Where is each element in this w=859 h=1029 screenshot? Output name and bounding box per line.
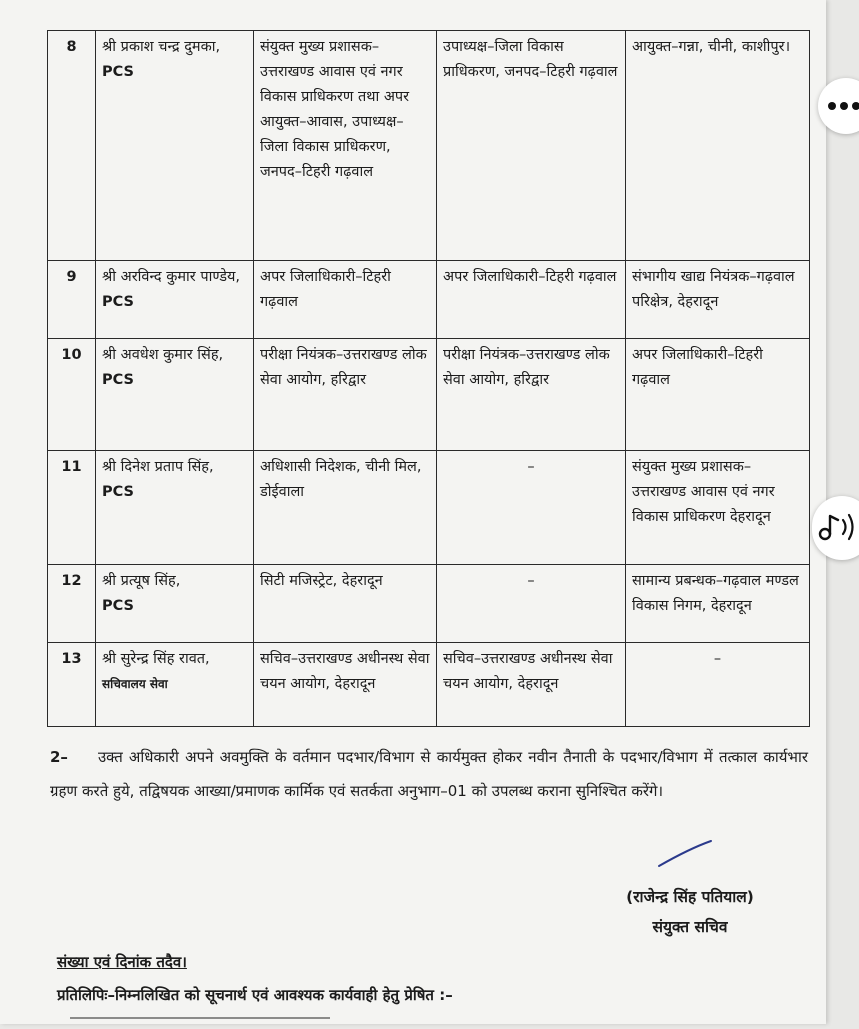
serial-number-cell: 13 bbox=[48, 643, 96, 727]
table-row bbox=[48, 31, 810, 261]
serial-number-cell: 9 bbox=[48, 261, 96, 339]
officer-name-cell bbox=[96, 565, 254, 643]
officer-name: श्री प्रकाश चन्द्र दुमका, bbox=[102, 39, 221, 55]
cut-off-text-line bbox=[70, 1017, 330, 1029]
officer-service: PCS bbox=[102, 372, 134, 388]
new-posting-cell: अपर जिलाधिकारी–टिहरी गढ़वाल bbox=[626, 339, 810, 451]
officer-name-cell bbox=[96, 643, 254, 727]
officer-name-cell bbox=[96, 451, 254, 565]
new-posting-cell: संयुक्त मुख्य प्रशासक–उत्तराखण्ड आवास एवं नगर विकास प्राधिकरण देहरादून bbox=[626, 451, 810, 565]
reference-line: संख्या एवं दिनांक तदैव। bbox=[57, 953, 187, 971]
current-post-cell: सिटी मजिस्ट्रेट, देहरादून bbox=[254, 565, 437, 643]
signatory-name: (राजेन्द्र सिंह पतियाल) bbox=[626, 888, 754, 906]
officer-name: श्री प्रत्यूष सिंह, bbox=[102, 573, 181, 589]
table-row bbox=[48, 339, 810, 451]
table-row bbox=[48, 565, 810, 643]
officer-name-cell bbox=[96, 339, 254, 451]
transfer-table bbox=[47, 30, 810, 727]
relieved-post-cell: – bbox=[437, 451, 626, 565]
serial-number-cell: 8 bbox=[48, 31, 96, 261]
music-note-sound-icon bbox=[812, 496, 859, 560]
relieved-post-cell: सचिव–उत्तराखण्ड अधीनस्थ सेवा चयन आयोग, देहरादून bbox=[437, 643, 626, 727]
current-post-cell: परीक्षा नियंत्रक–उत्तराखण्ड लोक सेवा आयोग, हरिद्वार bbox=[254, 339, 437, 451]
officer-service: सचिवालय सेवा bbox=[102, 677, 168, 691]
serial-number-cell: 11 bbox=[48, 451, 96, 565]
table-row bbox=[48, 643, 810, 727]
more-horizontal-icon bbox=[828, 102, 859, 110]
signature-mark bbox=[655, 838, 715, 870]
current-post-cell: अपर जिलाधिकारी–टिहरी गढ़वाल bbox=[254, 261, 437, 339]
relieved-post-cell: अपर जिलाधिकारी–टिहरी गढ़वाल bbox=[437, 261, 626, 339]
officer-name: श्री अवधेश कुमार सिंह, bbox=[102, 347, 224, 363]
relieved-post-cell: परीक्षा नियंत्रक–उत्तराखण्ड लोक सेवा आयोग, हरिद्वार bbox=[437, 339, 626, 451]
audio-button[interactable] bbox=[812, 496, 859, 560]
instruction-paragraph bbox=[50, 740, 808, 808]
current-post-cell: संयुक्त मुख्य प्रशासक–उत्तराखण्ड आवास एवं नगर विकास प्राधिकरण तथा अपर आयुक्त–आवास, उपाध्यक्ष–जिला विकास प्राधिकरण, जनपद–टिहरी गढ़वाल bbox=[254, 31, 437, 261]
officer-service: PCS bbox=[102, 64, 134, 80]
signature-block bbox=[590, 882, 790, 942]
officer-service: PCS bbox=[102, 484, 134, 500]
relieved-post-cell: – bbox=[437, 565, 626, 643]
officer-name: श्री दिनेश प्रताप सिंह, bbox=[102, 459, 214, 475]
paragraph-text: उक्त अधिकारी अपने अवमुक्ति के वर्तमान पदभार/विभाग से कार्यमुक्त होकर नवीन तैनाती के पदभार/विभाग में तत्काल कार्यभार ग्रहण करते हुये, तद्विषयक आख्या/प्रमाणक कार्मिक एवं सतर्कता अनुभाग–01 को उपलब्ध कराना सुनिश्चित करेंगे। bbox=[50, 748, 808, 800]
officer-name: श्री सुरेन्द्र सिंह रावत, bbox=[102, 651, 210, 667]
table-row bbox=[48, 451, 810, 565]
officer-service: PCS bbox=[102, 294, 134, 310]
officer-name: श्री अरविन्द कुमार पाण्डेय, bbox=[102, 269, 241, 285]
officer-name-cell bbox=[96, 31, 254, 261]
new-posting-cell: आयुक्त–गन्ना, चीनी, काशीपुर। bbox=[626, 31, 810, 261]
officer-name-cell bbox=[96, 261, 254, 339]
current-post-cell: अधिशासी निदेशक, चीनी मिल, डोईवाला bbox=[254, 451, 437, 565]
signatory-designation: संयुक्त सचिव bbox=[652, 918, 728, 936]
new-posting-cell: सामान्य प्रबन्धक–गढ़वाल मण्डल विकास निगम, देहरादून bbox=[626, 565, 810, 643]
relieved-post-cell: उपाध्यक्ष–जिला विकास प्राधिकरण, जनपद–टिहरी गढ़वाल bbox=[437, 31, 626, 261]
new-posting-cell: संभागीय खाद्य नियंत्रक–गढ़वाल परिक्षेत्र, देहरादून bbox=[626, 261, 810, 339]
serial-number-cell: 12 bbox=[48, 565, 96, 643]
new-posting-cell: – bbox=[626, 643, 810, 727]
officer-service: PCS bbox=[102, 598, 134, 614]
current-post-cell: सचिव–उत्तराखण्ड अधीनस्थ सेवा चयन आयोग, देहरादून bbox=[254, 643, 437, 727]
serial-number-cell: 10 bbox=[48, 339, 96, 451]
copy-to-line: प्रतिलिपिः–निम्नलिखित को सूचनार्थ एवं आवश्यक कार्यवाही हेतु प्रेषित :– bbox=[57, 986, 453, 1004]
table-row bbox=[48, 261, 810, 339]
paragraph-number: 2– bbox=[50, 748, 68, 766]
